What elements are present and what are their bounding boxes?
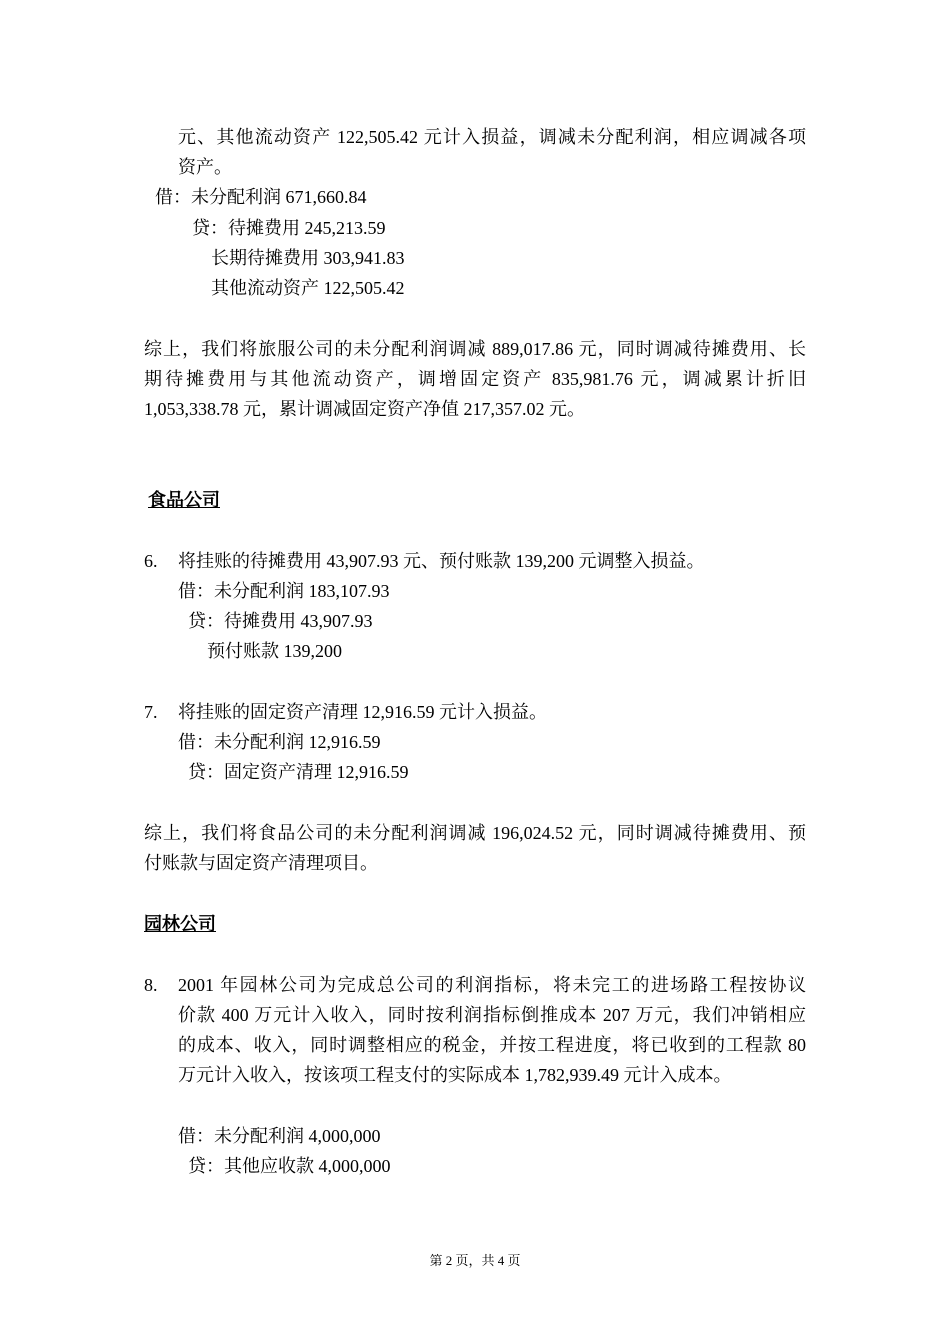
- item-6-credit-1: 贷：待摊费用 43,907.93: [188, 611, 373, 631]
- continuation-line-1: 元、其他流动资产 122,505.42 元计入损益，调减未分配利润，相应调减各项: [178, 127, 806, 147]
- item-8-credit-1: 贷：其他应收款 4,000,000: [188, 1156, 391, 1176]
- item-7-debit: 借：未分配利润 12,916.59: [178, 732, 381, 752]
- food-summary-line-2: 付账款与固定资产清理项目。: [144, 853, 378, 873]
- page-footer: 第 2 页，共 4 页: [429, 1253, 521, 1268]
- item-6-credit-2: 预付账款 139,200: [207, 641, 342, 661]
- item-8-line-4: 万元计入收入，按该项工程支付的实际成本 1,782,939.49 元计入成本。: [178, 1065, 732, 1085]
- summary-line-3: 1,053,338.78 元，累计调减固定资产净值 217,357.02 元。: [144, 399, 585, 419]
- item-8-line-1: 2001 年园林公司为完成总公司的利润指标，将未完工的进场路工程按协议: [178, 975, 806, 995]
- summary-line-1: 综上，我们将旅服公司的未分配利润调减 889,017.86 元，同时调减待摊费用、长: [144, 339, 806, 359]
- item-6-debit: 借：未分配利润 183,107.93: [178, 581, 390, 601]
- item-7-credit-1: 贷：固定资产清理 12,916.59: [188, 762, 409, 782]
- item-6-text: 将挂账的待摊费用 43,907.93 元、预付账款 139,200 元调整入损益。: [178, 551, 705, 571]
- entry-credit-2: 长期待摊费用 303,941.83: [211, 248, 405, 268]
- continuation-line-2: 资产。: [178, 157, 232, 177]
- item-7-number: 7.: [144, 702, 158, 722]
- entry-debit: 借：未分配利润 671,660.84: [155, 187, 367, 207]
- item-8-line-3: 的成本、收入，同时调整相应的税金，并按工程进度，将已收到的工程款 80: [178, 1035, 806, 1055]
- section-heading-food: 食品公司: [148, 490, 220, 510]
- item-6-number: 6.: [144, 551, 158, 571]
- item-7-text: 将挂账的固定资产清理 12,916.59 元计入损益。: [178, 702, 547, 722]
- food-summary-line-1: 综上，我们将食品公司的未分配利润调减 196,024.52 元，同时调减待摊费用、预: [144, 823, 806, 843]
- entry-credit-1: 贷：待摊费用 245,213.59: [192, 218, 386, 238]
- item-8-number: 8.: [144, 975, 158, 995]
- summary-line-2: 期待摊费用与其他流动资产，调增固定资产 835,981.76 元，调减累计折旧: [144, 369, 806, 389]
- item-8-debit: 借：未分配利润 4,000,000: [178, 1126, 381, 1146]
- entry-credit-3: 其他流动资产 122,505.42: [211, 278, 405, 298]
- item-8-line-2: 价款 400 万元计入收入，同时按利润指标倒推成本 207 万元，我们冲销相应: [178, 1005, 806, 1025]
- section-heading-garden: 园林公司: [144, 914, 216, 934]
